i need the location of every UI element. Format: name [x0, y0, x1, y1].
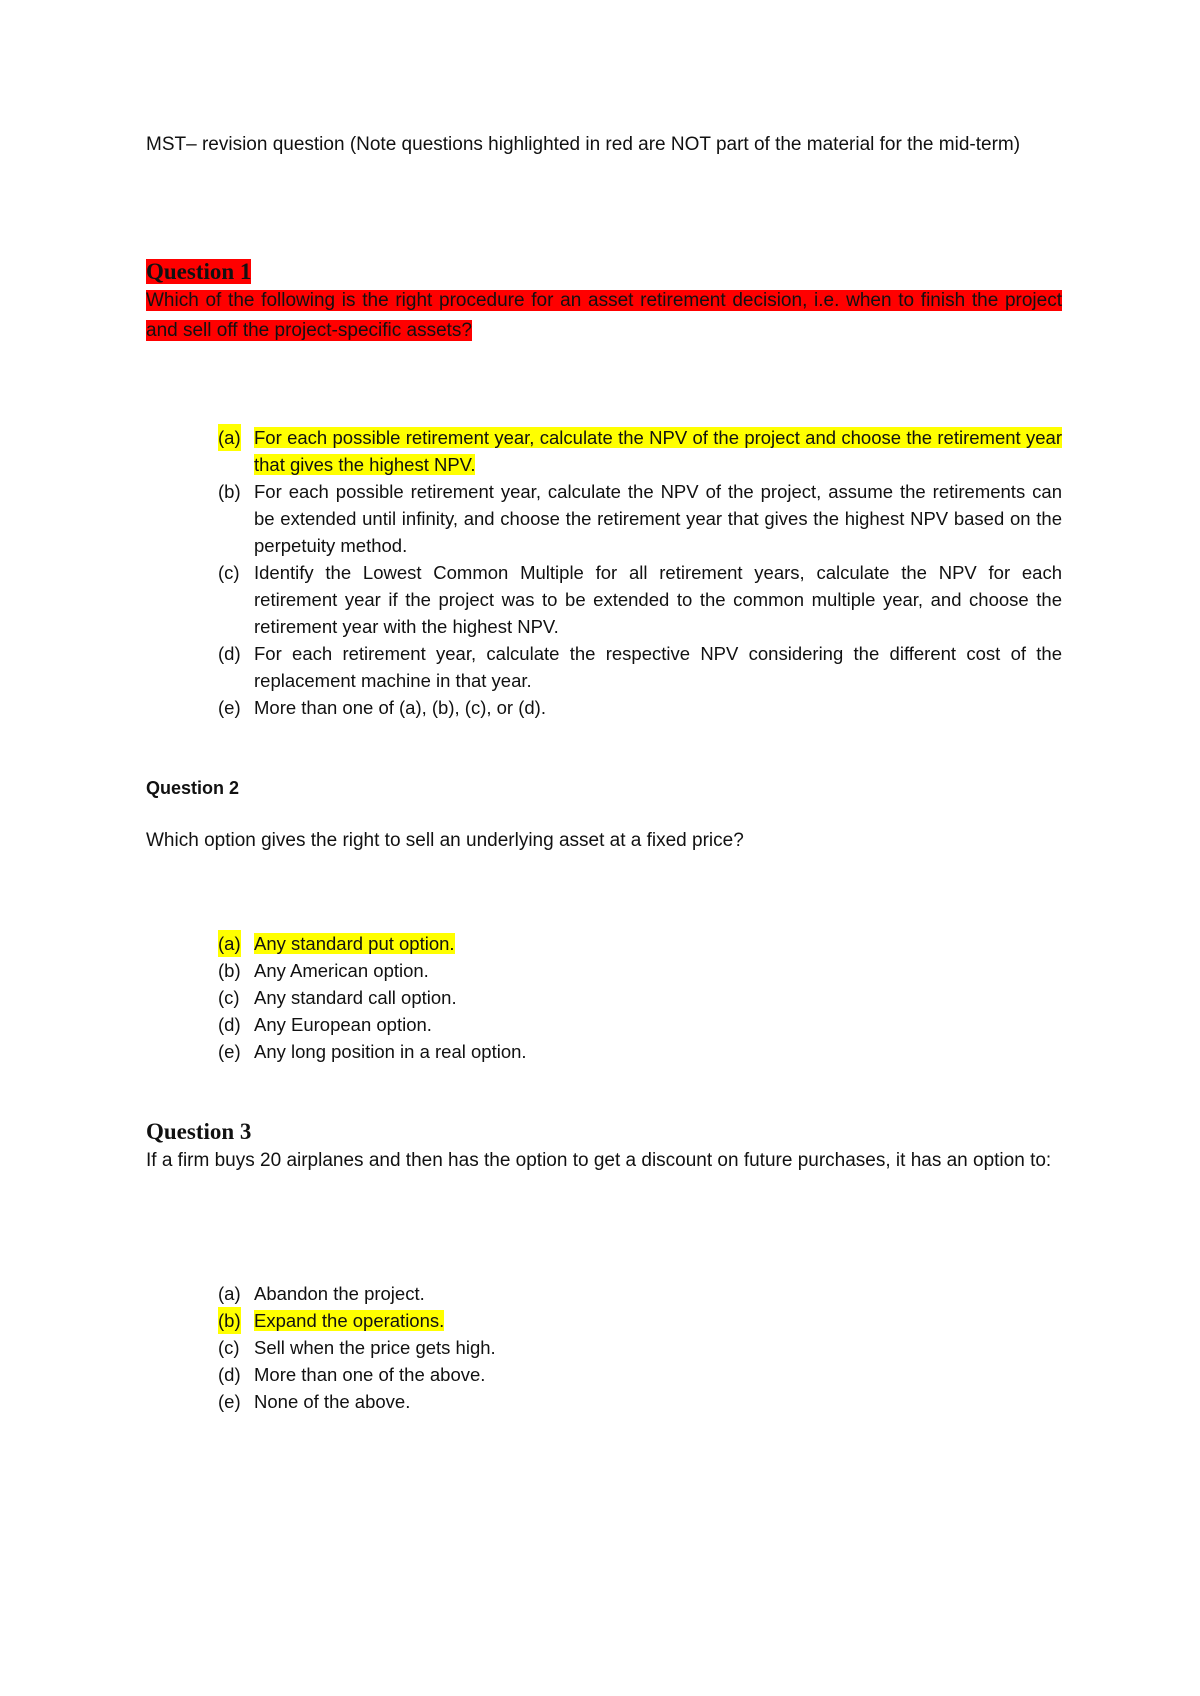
question-2-title: Question 2 [146, 778, 240, 798]
option-text: Any standard put option. [254, 933, 455, 954]
option-item [218, 424, 1062, 478]
option-text: More than one of (a), (b), (c), or (d). [254, 697, 546, 718]
option-label: (d) [218, 643, 241, 664]
option-text: Sell when the price gets high. [254, 1337, 496, 1358]
option-text: For each retirement year, calculate the respective NPV considering the different cost of the replacement machine in that year. [254, 643, 1062, 691]
option-label: (c) [218, 562, 240, 583]
option-item [218, 1011, 1062, 1038]
question-1-prompt: Which of the following is the right procedure for an asset retirement decision, i.e. when to finish the project and sell off the project-specific assets? [146, 290, 1062, 341]
question-3-prompt: If a firm buys 20 airplanes and then has the option to get a discount on future purchases, it has an option to: [146, 1150, 1052, 1171]
option-label: (b) [218, 960, 241, 981]
option-label: (a) [218, 930, 241, 957]
question-1-title: Question 1 [146, 259, 252, 284]
option-text: Any long position in a real option. [254, 1041, 527, 1062]
option-item [218, 984, 1062, 1011]
option-item [218, 640, 1062, 694]
question-1-options [146, 424, 1062, 721]
intro-text: MST– revision question (Note questions highlighted in red are NOT part of the material for the mid-term) [146, 134, 1021, 155]
option-label: (e) [218, 697, 241, 718]
option-item [218, 1307, 1062, 1334]
option-label: (a) [218, 424, 241, 451]
option-text: Any American option. [254, 960, 429, 981]
option-item [218, 957, 1062, 984]
intro-block [146, 130, 1062, 159]
option-label: (e) [218, 1391, 241, 1412]
option-item [218, 1388, 1062, 1415]
question-2-prompt: Which option gives the right to sell an underlying asset at a fixed price? [146, 830, 744, 851]
option-text: More than one of the above. [254, 1364, 486, 1385]
question-3-options [146, 1280, 1062, 1415]
option-text: Any European option. [254, 1014, 432, 1035]
question-2 [146, 776, 1062, 800]
option-item [218, 930, 1062, 957]
option-label: (c) [218, 987, 240, 1008]
option-item [218, 1334, 1062, 1361]
option-item [218, 1038, 1062, 1065]
question-3 [146, 1118, 1062, 1176]
option-label: (c) [218, 1337, 240, 1358]
option-text: None of the above. [254, 1391, 411, 1412]
option-item [218, 559, 1062, 640]
option-item [218, 1361, 1062, 1388]
option-label: (b) [218, 481, 241, 502]
option-label: (e) [218, 1041, 241, 1062]
option-text: For each possible retirement year, calculate the NPV of the project and choose the retirement year that gives the highest NPV. [254, 427, 1062, 475]
question-2-options [146, 930, 1062, 1065]
question-3-title: Question 3 [146, 1119, 252, 1144]
option-item [218, 1280, 1062, 1307]
option-text: Abandon the project. [254, 1283, 425, 1304]
option-text: Identify the Lowest Common Multiple for all retirement years, calculate the NPV for each retirement year if the project was to be extended to the common multiple year, and choose the retirement year with the highest NPV. [254, 562, 1062, 637]
option-label: (d) [218, 1014, 241, 1035]
option-item [218, 694, 1062, 721]
option-text: Any standard call option. [254, 987, 457, 1008]
option-item [218, 478, 1062, 559]
option-text: Expand the operations. [254, 1310, 445, 1331]
option-label: (a) [218, 1283, 241, 1304]
option-text: For each possible retirement year, calculate the NPV of the project, assume the retirements can be extended until infinity, and choose the retirement year that gives the highest NPV based on the perpetuity method. [254, 481, 1062, 556]
question-1 [146, 258, 1062, 346]
option-label: (b) [218, 1307, 241, 1334]
option-label: (d) [218, 1364, 241, 1385]
